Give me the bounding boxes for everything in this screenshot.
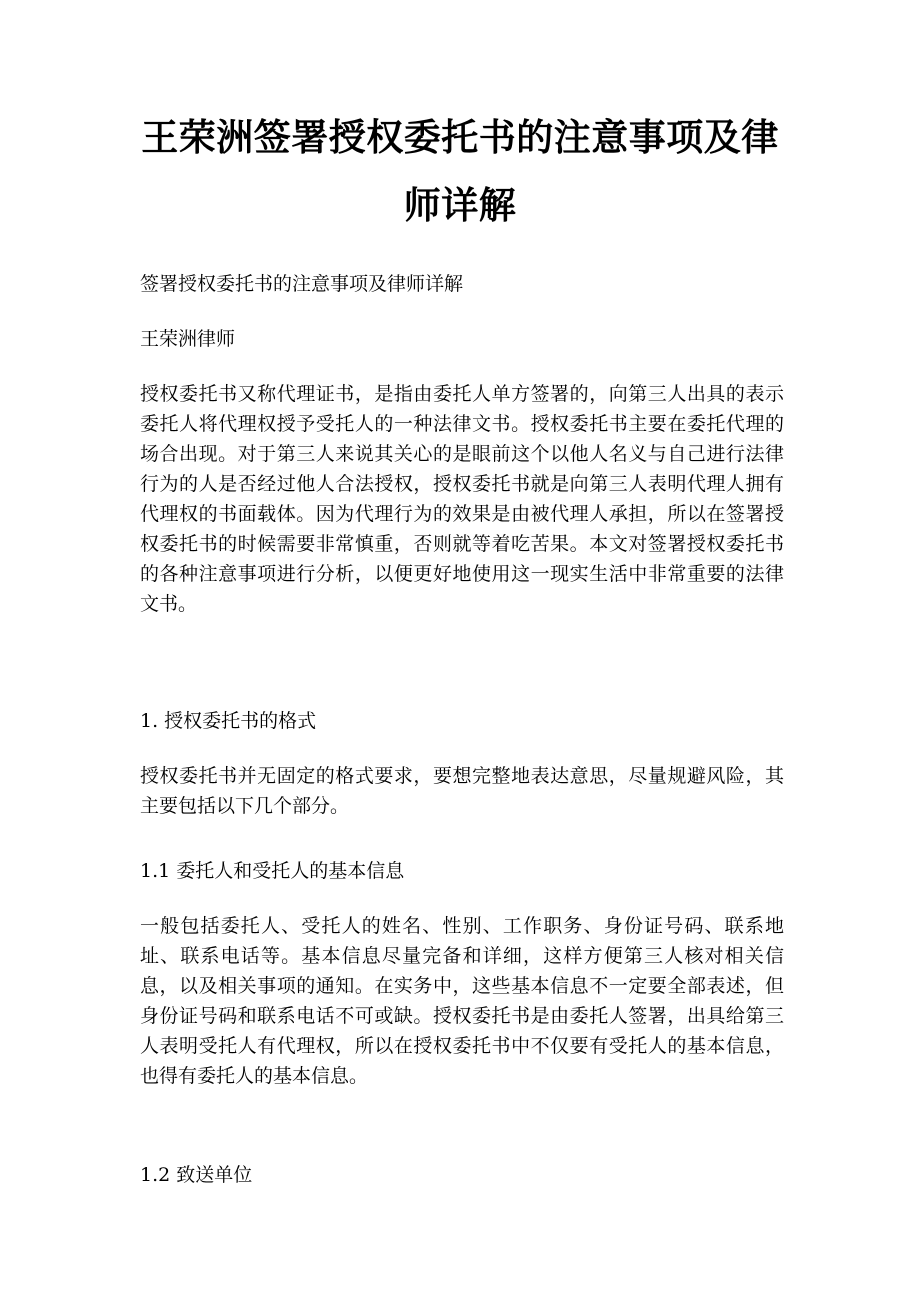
intro-paragraph: 授权委托书又称代理证书，是指由委托人单方签署的，向第三人出具的表示委托人将代理权授予受托人的一种法律文书。授权委托书主要在委托代理的场合出现。对于第三人来说其关心的是眼前这个以他人名义与自己进行法律行为的人是否经过他人合法授权，授权委托书就是向第三人表明代理人拥有代理权的书面载体。因为代理行为的效果是由被代理人承担，所以在签署授权委托书的时候需要非常慎重，否则就等着吃苦果。本文对签署授权委托书的各种注意事项进行分析，以便更好地使用这一现实生活中非常重要的法律文书。: [140, 383, 784, 615]
section-1-heading: 1. 授权委托书的格式: [140, 710, 317, 732]
author-line: 王荣洲律师: [140, 328, 236, 350]
document-title: 王荣洲签署授权委托书的注意事项及律师详解: [141, 116, 779, 227]
section-1-1-heading: 1.1 委托人和受托人的基本信息: [140, 860, 405, 882]
document-subtitle: 签署授权委托书的注意事项及律师详解: [140, 273, 464, 295]
section-1-paragraph: 授权委托书并无固定的格式要求，要想完整地表达意思，尽量规避风险，其主要包括以下几个部分。: [140, 765, 784, 817]
section-1-2-heading: 1.2 致送单位: [140, 1164, 253, 1186]
section-1-1-paragraph: 一般包括委托人、受托人的姓名、性别、工作职务、身份证号码、联系地址、联系电话等。基本信息尽量完备和详细，这样方便第三人核对相关信息，以及相关事项的通知。在实务中，这些基本信息不一定要全部表述，但身份证号码和联系电话不可或缺。授权委托书是由委托人签署，出具给第三人表明受托人有代理权，所以在授权委托书中不仅要有受托人的基本信息，也得有委托人的基本信息。: [140, 915, 784, 1087]
